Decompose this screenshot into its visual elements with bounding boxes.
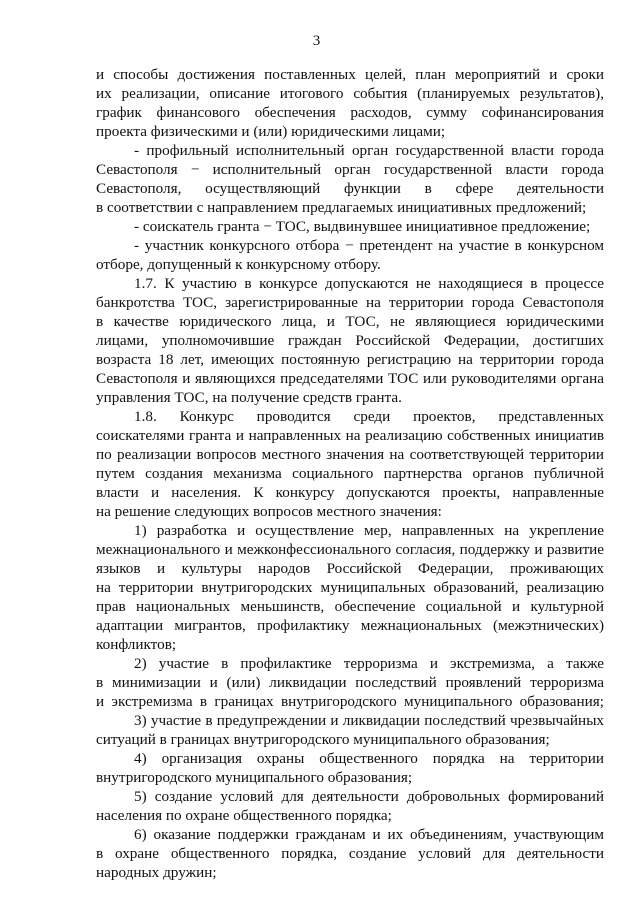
text-line: 5) создание условий для деятельности добровольных формирований [134,788,604,805]
text-line: по реализации вопросов местного значения на соответствующей территории [96,446,604,463]
text-line: Севастополя и являющихся председателями ТОС или руководителями органа [96,370,604,387]
text-line: Севастополя − исполнительный орган государственной власти города [96,161,604,178]
text-line: и экстремизма в границах внутригородского муниципального образования; [96,693,604,710]
page-number: 3 [312,33,321,49]
text-line: Севастополя, осуществляющий функции в сфере деятельности [96,180,604,197]
text-line: адаптации мигрантов, профилактику межнациональных (межэтнических) [96,617,604,634]
text-line: ситуаций в границах внутригородского муниципального образования; [96,731,550,748]
text-line: языков и культуры народов Российской Федерации, проживающих [96,560,604,577]
text-line: отборе, допущенный к конкурсному отбору. [96,256,381,273]
text-line: возраста 18 лет, имеющих постоянную регистрацию на территории города [96,351,604,368]
text-line: проекта физическими и (или) юридическими лицами; [96,123,446,140]
text-line: в охране общественного порядка, создание условий для деятельности [96,845,604,862]
text-line: 4) организация охраны общественного порядка на территории [134,750,604,767]
text-line: путем создания механизма социального партнерства органов публичной [96,465,604,482]
text-line: - профильный исполнительный орган государственной власти города [134,142,604,159]
text-line: прав национальных меньшинств, обеспечение социальной и культурной [96,598,604,615]
text-line: 1.8. Конкурс проводится среди проектов, представленных [134,408,604,425]
text-line: банкротства ТОС, зарегистрированные на территории города Севастополя [96,294,604,311]
text-line: лицами, уполномочившие граждан Российской Федерации, достигших [96,332,604,349]
text-line: населения по охране общественного порядка; [96,807,392,824]
text-line: народных дружин; [96,864,217,881]
text-line: 1) разработка и осуществление мер, направленных на укрепление [134,522,604,539]
text-line: конфликтов; [96,636,177,653]
text-line: 1.7. К участию в конкурсе допускаются не находящиеся в процессе [134,275,604,292]
text-line: - участник конкурсного отбора − претендент на участие в конкурсном [134,237,604,254]
text-line: 6) оказание поддержки гражданам и их объединениям, участвующим [134,826,604,843]
text-line: 3) участие в предупреждении и ликвидации последствий чрезвычайных [134,712,604,729]
text-line: власти и населения. К конкурсу допускаются проекты, направленные [96,484,604,501]
text-line: соискателями гранта и направленных на реализацию собственных инициатив [96,427,604,444]
text-line: межнационального и межконфессионального согласия, поддержку и развитие [96,541,604,558]
text-line: в соответствии с направлением предлагаемых инициативных предложений; [96,199,587,216]
text-line: их реализации, описание итогового события (планируемых результатов), [96,85,604,102]
text-line: внутригородского муниципального образования; [96,769,413,786]
text-line: на решение следующих вопросов местного значения: [96,503,442,520]
text-line: 2) участие в профилактике терроризма и экстремизма, а также [134,655,604,672]
text-line: - соискатель гранта − ТОС, выдвинувшее инициативное предложение; [134,218,591,235]
text-line: в качестве юридического лица, и ТОС, не являющиеся юридическими [96,313,604,330]
text-line: в минимизации и (или) ликвидации последствий проявлений терроризма [96,674,604,691]
text-line: на территории внутригородских муниципальных образований, реализацию [96,579,604,596]
text-line: график финансового обеспечения расходов, сумму софинансирования [96,104,604,121]
text-line: и способы достижения поставленных целей, план мероприятий и сроки [96,66,604,83]
text-line: управления ТОС, на получение средств гранта. [96,389,402,406]
